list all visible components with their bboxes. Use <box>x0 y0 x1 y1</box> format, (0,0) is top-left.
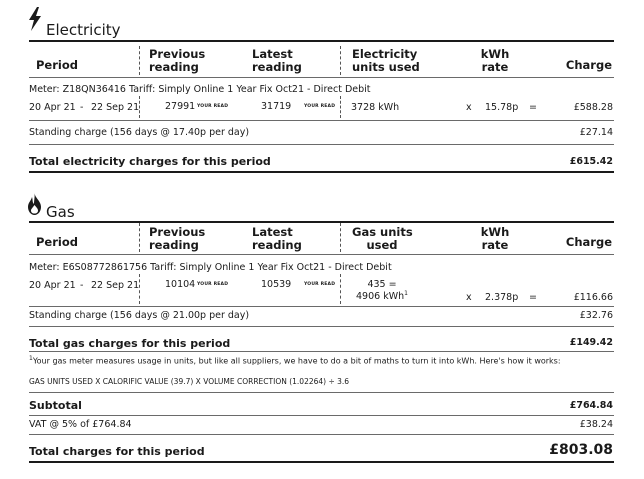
footnote-text: $^1$Your gas meter measures usage in units, but like all suppliers, we have to do a bit of maths to turn it into kWh. Here's how it works: <box>29 355 561 366</box>
standing-charge-value: £27.14 <box>579 127 613 138</box>
header-latest: Latest reading <box>252 47 302 74</box>
header-period: Period <box>36 58 78 72</box>
grand-total-label: Total charges for this period <box>29 445 205 458</box>
period-dash: - <box>80 102 84 113</box>
footnote-formula: GAS UNITS USED X CALORIFIC VALUE (39.7) X VOLUME CORRECTION (1.02264) ÷ 3.6 <box>29 377 350 386</box>
divider <box>29 461 614 463</box>
equals-sign: = <box>529 292 537 303</box>
header-previous: Previous reading <box>149 225 206 252</box>
gas-total-value: £149.42 <box>569 337 613 348</box>
period-from: 20 Apr 21 <box>29 102 76 113</box>
vat-value: £38.24 <box>579 419 613 430</box>
subtotal-value: £764.84 <box>569 400 613 411</box>
period-to: 22 Sep 21 <box>91 280 140 291</box>
meter-line: Meter: Z18QN36416 Tariff: Simply Online 1 Year Fix Oct21 - Direct Debit <box>29 84 371 95</box>
row-charge: £116.66 <box>573 292 613 303</box>
divider <box>29 221 614 223</box>
your-read-tag: YOUR READ <box>197 104 229 109</box>
your-read-tag: YOUR READ <box>304 104 336 109</box>
lightning-bolt-icon <box>28 7 42 31</box>
grand-total-value: £803.08 <box>549 442 613 458</box>
header-charge: Charge <box>565 235 612 249</box>
previous-reading: 10104 <box>165 279 196 290</box>
kwh-rate: 15.78p <box>485 102 519 113</box>
divider <box>29 171 614 173</box>
header-period: Period <box>36 235 78 249</box>
units-used: 435 = 4906 kWh$^1$ <box>356 279 408 303</box>
row-charge: £588.28 <box>573 102 613 113</box>
divider <box>29 415 614 416</box>
gas-total-label: Total gas charges for this period <box>29 337 231 350</box>
electricity-total-value: £615.42 <box>569 156 613 167</box>
electricity-total-label: Total electricity charges for this period <box>29 155 271 168</box>
your-read-tag: YOUR READ <box>304 282 336 287</box>
latest-reading: 31719 <box>261 101 292 112</box>
divider <box>29 77 614 78</box>
period-dash: - <box>80 280 84 291</box>
flame-icon <box>27 193 42 215</box>
kwh-rate: 2.378p <box>485 292 519 303</box>
header-rate: kWh rate <box>480 47 510 74</box>
divider <box>29 40 614 42</box>
header-charge: Charge <box>565 58 612 72</box>
previous-reading: 27991 <box>165 101 196 112</box>
period-to: 22 Sep 21 <box>91 102 140 113</box>
divider <box>29 254 614 255</box>
times-sign: x <box>466 102 472 113</box>
latest-reading: 10539 <box>261 279 292 290</box>
gas-title: Gas <box>46 203 75 221</box>
divider <box>29 306 614 307</box>
times-sign: x <box>466 292 472 303</box>
equals-sign: = <box>529 102 537 113</box>
electricity-title: Electricity <box>46 21 121 39</box>
divider <box>29 434 614 435</box>
divider <box>29 120 614 121</box>
subtotal-label: Subtotal <box>29 399 82 412</box>
header-units: Electricity units used <box>352 47 420 74</box>
divider <box>29 392 614 393</box>
units-used: 3728 kWh <box>351 102 400 113</box>
vat-label: VAT @ 5% of £764.84 <box>29 419 132 430</box>
divider <box>29 351 614 352</box>
divider <box>29 144 614 145</box>
header-units: Gas units used <box>352 225 413 252</box>
your-read-tag: YOUR READ <box>197 282 229 287</box>
header-latest: Latest reading <box>252 225 302 252</box>
standing-charge-value: £32.76 <box>579 310 613 321</box>
divider <box>29 326 614 327</box>
standing-charge-label: Standing charge (156 days @ 17.40p per day) <box>29 127 250 138</box>
header-rate: kWh rate <box>480 225 510 252</box>
standing-charge-label: Standing charge (156 days @ 21.00p per day) <box>29 310 250 321</box>
header-previous: Previous reading <box>149 47 206 74</box>
meter-line: Meter: E6S08772861756 Tariff: Simply Online 1 Year Fix Oct21 - Direct Debit <box>29 262 392 273</box>
period-from: 20 Apr 21 <box>29 280 76 291</box>
